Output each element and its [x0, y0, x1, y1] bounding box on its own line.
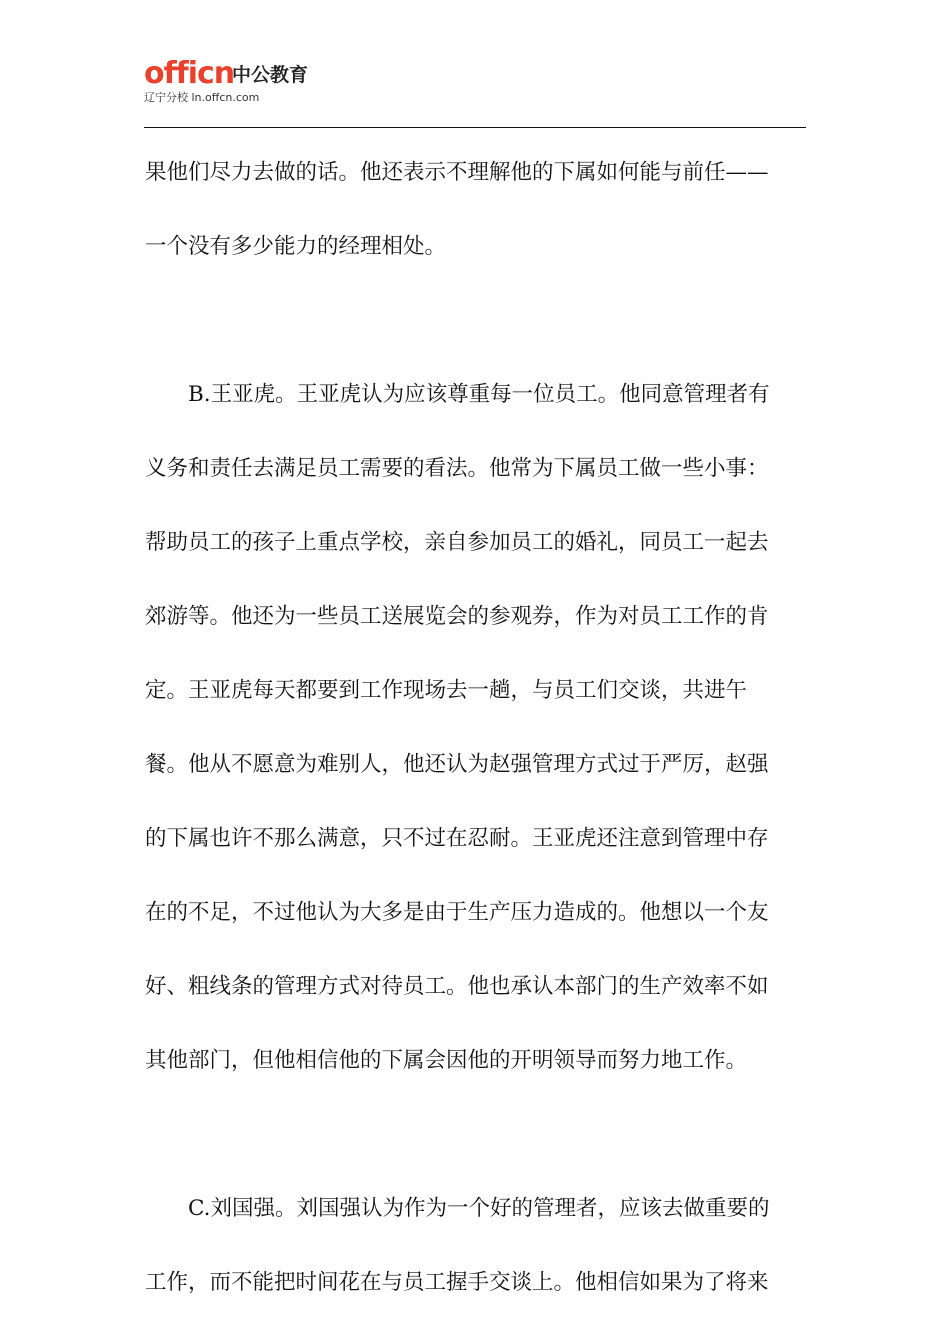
logo-text-of: offi — [144, 56, 197, 91]
header-logo — [144, 58, 344, 110]
body-line: 义务和责任去满足员工需要的看法。他常为下属员工做一些小事： — [145, 456, 769, 481]
body-line: 果他们尽力去做的话。他还表示不理解他的下属如何能与前任—— — [145, 160, 769, 185]
body-line: 郊游等。他还为一些员工送展览会的参观券，作为对员工工作的肯 — [145, 604, 769, 629]
header-divider — [144, 127, 806, 128]
body-line: 帮助员工的孩子上重点学校，亲自参加员工的婚礼，同员工一起去 — [145, 530, 769, 555]
logo-text-cn: cn — [197, 56, 235, 91]
body-line: B.王亚虎。王亚虎认为应该尊重每一位员工。他同意管理者有 — [188, 382, 770, 407]
logo-chinese: 中公教育 — [232, 64, 309, 86]
body-line: 工作，而不能把时间花在与员工握手交谈上。他相信如果为了将来 — [145, 1270, 769, 1295]
logo-subtitle: 辽宁分校 ln.offcn.com — [144, 91, 260, 104]
document-body — [145, 136, 795, 1320]
body-line: 一个没有多少能力的经理相处。 — [145, 234, 447, 259]
paragraph-spacer — [145, 284, 795, 358]
body-line: 在的不足，不过他认为大多是由于生产压力造成的。他想以一个友 — [145, 900, 769, 925]
body-line: C.刘国强。刘国强认为作为一个好的管理者，应该去做重要的 — [188, 1196, 770, 1221]
body-line: 的下属也许不那么满意，只不过在忍耐。王亚虎还注意到管理中存 — [145, 826, 769, 851]
body-line: 其他部门，但他相信他的下属会因他的开明领导而努力地工作。 — [145, 1048, 748, 1073]
offcn-logo — [144, 58, 234, 90]
body-line: 定。王亚虎每天都要到工作现场去一趟，与员工们交谈，共进午 — [145, 678, 748, 703]
body-line: 好、粗线条的管理方式对待员工。他也承认本部门的生产效率不如 — [145, 974, 769, 999]
paragraph-spacer — [145, 1098, 795, 1172]
body-line: 餐。他从不愿意为难别人，他还认为赵强管理方式过于严厉，赵强 — [145, 752, 769, 777]
